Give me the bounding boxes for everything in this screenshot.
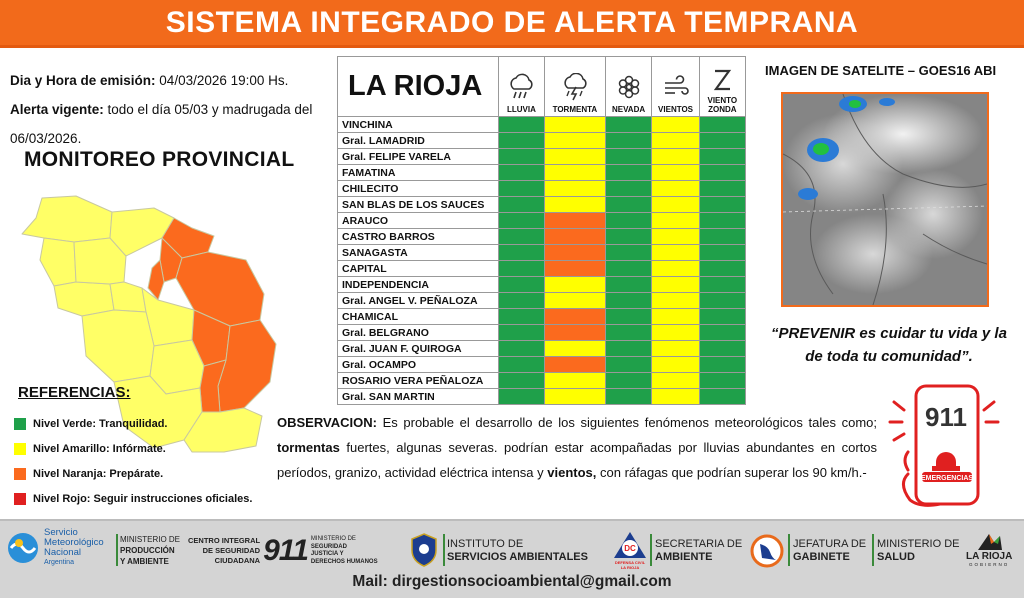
alert-cell-nevada (605, 277, 652, 293)
table-row (338, 165, 746, 181)
alert-cell-nevada (605, 309, 652, 325)
table-row (338, 181, 746, 197)
alert-cell-tormenta (545, 181, 605, 197)
yellow-swatch (14, 443, 26, 455)
jefatura-logo: JEFATURA DE GABINETE (793, 538, 867, 563)
alert-cell-vientos (652, 117, 699, 133)
alert-valid-label: Alerta vigente: (10, 102, 104, 117)
alert-cell-viento-zonda (699, 389, 745, 405)
alert-cell-viento-zonda (699, 181, 745, 197)
alert-cell-viento-zonda (699, 261, 745, 277)
alert-cell-nevada (605, 149, 652, 165)
alert-cell-nevada (605, 213, 652, 229)
col-nevada: NEVADA (605, 57, 652, 117)
alert-cell-viento-zonda (699, 117, 745, 133)
references (14, 384, 269, 511)
alert-cell-vientos (652, 293, 699, 309)
alert-cell-lluvia (498, 309, 544, 325)
defensa-civil-icon (612, 530, 648, 560)
alert-cell-viento-zonda (699, 277, 745, 293)
contact-email: Mail: dirgestionsocioambiental@gmail.com (352, 573, 672, 590)
salud-logo: MINISTERIO DE SALUD (877, 538, 960, 563)
secretaria-logo: SECRETARIA DE AMBIENTE (655, 538, 743, 563)
table-row (338, 261, 746, 277)
alert-cell-viento-zonda (699, 197, 745, 213)
col-tormenta: TORMENTA (545, 57, 605, 117)
col-vientos: VIENTOS (652, 57, 699, 117)
svg-text:EMERGENCIAS: EMERGENCIAS (920, 475, 974, 482)
department-name: CAPITAL (338, 261, 499, 277)
alert-cell-viento-zonda (699, 229, 745, 245)
col-lluvia: LLUVIA (498, 57, 544, 117)
observation-label: OBSERVACION: (277, 415, 377, 430)
table-row (338, 229, 746, 245)
alert-cell-lluvia (498, 325, 544, 341)
alert-cell-vientos (652, 325, 699, 341)
monitoreo-title: MONITOREO PROVINCIAL (24, 148, 295, 171)
alert-cell-nevada (605, 117, 652, 133)
alert-cell-tormenta (545, 245, 605, 261)
alert-cell-nevada (605, 245, 652, 261)
smn-icon (6, 531, 40, 565)
map-dept-felipe-varela (54, 282, 114, 316)
alert-cell-viento-zonda (699, 149, 745, 165)
alert-cell-lluvia (498, 373, 544, 389)
alert-cell-lluvia (498, 293, 544, 309)
department-name: Gral. SAN MARTIN (338, 389, 499, 405)
alert-cell-viento-zonda (699, 245, 745, 261)
police-shield-icon (410, 532, 438, 568)
department-name: Gral. ANGEL V. PEÑALOZA (338, 293, 499, 309)
department-name: SAN BLAS DE LOS SAUCES (338, 197, 499, 213)
defensa-civil-logo: DC DEFENSA CIVIL LA RIOJA (612, 530, 648, 570)
emergency-911-icon (886, 382, 1002, 510)
department-name: SANAGASTA (338, 245, 499, 261)
references-title: REFERENCIAS: (18, 384, 131, 401)
department-name: VINCHINA (338, 117, 499, 133)
alert-cell-lluvia (498, 277, 544, 293)
alert-cell-lluvia (498, 117, 544, 133)
alert-cell-lluvia (498, 245, 544, 261)
reference-orange: Nivel Naranja: Prepárate. (14, 461, 269, 486)
prevention-quote: “PREVENIR es cuidar tu vida y la de toda tu comunidad”. (771, 325, 1007, 365)
alert-cell-vientos (652, 213, 699, 229)
alert-cell-viento-zonda (699, 165, 745, 181)
table-row (338, 309, 746, 325)
department-name: Gral. BELGRANO (338, 325, 499, 341)
alert-cell-vientos (652, 165, 699, 181)
alert-cell-lluvia (498, 181, 544, 197)
alert-cell-tormenta (545, 229, 605, 245)
map-dept-chilecito (110, 282, 146, 312)
alert-cell-tormenta (545, 133, 605, 149)
table-row (338, 373, 746, 389)
observation-text: OBSERVACION: Es probable el desarrollo de los siguientes fenómenos meteorológicos tales como; tormentas fuertes, algunas severas. podrían estar acompañadas por lluvias abundantes en cortos períodos, granizo, actividad eléctrica intensa y vientos, con ráfagas que podrían superar los 90 km/h.- (277, 415, 877, 480)
alert-cell-tormenta (545, 325, 605, 341)
table-row (338, 341, 746, 357)
table-row (338, 245, 746, 261)
storm-cloud-icon (560, 73, 590, 101)
satellite-picture (783, 94, 987, 305)
table-row (338, 277, 746, 293)
alert-cell-tormenta (545, 389, 605, 405)
alert-cell-nevada (605, 293, 652, 309)
department-name: INDEPENDENCIA (338, 277, 499, 293)
alert-cell-viento-zonda (699, 309, 745, 325)
alert-cell-viento-zonda (699, 133, 745, 149)
alert-cell-nevada (605, 341, 652, 357)
alert-cell-viento-zonda (699, 373, 745, 389)
alert-cell-nevada (605, 373, 652, 389)
alert-cell-tormenta (545, 197, 605, 213)
table-title: LA RIOJA (338, 57, 499, 117)
department-rows (338, 117, 746, 405)
la-rioja-icon (974, 530, 1004, 552)
alert-cell-viento-zonda (699, 357, 745, 373)
rain-cloud-icon (506, 73, 536, 101)
alert-cell-lluvia (498, 197, 544, 213)
alert-cell-tormenta (545, 277, 605, 293)
alert-cell-tormenta (545, 293, 605, 309)
alert-cell-vientos (652, 245, 699, 261)
table-row (338, 389, 746, 405)
alert-cell-lluvia (498, 165, 544, 181)
alert-valid-value: todo el día 05/03 y madrugada del 06/03/2026. (10, 102, 313, 146)
emission-value: 04/03/2026 19:00 Hs. (155, 73, 289, 88)
department-name: Gral. JUAN F. QUIROGA (338, 341, 499, 357)
reference-red: Nivel Rojo: Seguir instrucciones oficiales. (14, 486, 269, 511)
alert-cell-vientos (652, 181, 699, 197)
orange-swatch (14, 468, 26, 480)
table-row (338, 213, 746, 229)
satellite-image (781, 92, 989, 307)
alert-cell-vientos (652, 373, 699, 389)
alert-cell-lluvia (498, 261, 544, 277)
map-dept-vinchina (22, 196, 112, 242)
alert-cell-nevada (605, 133, 652, 149)
snowflake-icon (615, 73, 643, 101)
alert-cell-tormenta (545, 341, 605, 357)
gobierno-logo: LA RIOJA GOBIERNO (966, 530, 1012, 567)
alert-cell-vientos (652, 341, 699, 357)
alert-cell-nevada (605, 389, 652, 405)
alert-cell-lluvia (498, 357, 544, 373)
table-row (338, 133, 746, 149)
page-title: SISTEMA INTEGRADO DE ALERTA TEMPRANA (165, 5, 859, 39)
alert-cell-nevada (605, 325, 652, 341)
alert-cell-nevada (605, 165, 652, 181)
table-row (338, 117, 746, 133)
department-name: CHILECITO (338, 181, 499, 197)
alert-cell-nevada (605, 357, 652, 373)
col-zonda: VIENTO ZONDA (699, 57, 745, 117)
alert-cell-viento-zonda (699, 341, 745, 357)
alert-cell-tormenta (545, 309, 605, 325)
reference-yellow: Nivel Amarillo: Infórmate. (14, 436, 269, 461)
alert-cell-vientos (652, 389, 699, 405)
jefatura-seal-icon (750, 534, 784, 568)
alert-cell-vientos (652, 197, 699, 213)
alert-cell-tormenta (545, 213, 605, 229)
centro-911-logo: CENTRO INTEGRAL DE SEGURIDAD CIUDADANA 911 MINISTERIO DE SEGURIDAD JUSTICIA Y DERECHOS HUMANOS (188, 534, 378, 567)
alert-cell-tormenta (545, 373, 605, 389)
alert-cell-lluvia (498, 149, 544, 165)
alert-cell-tormenta (545, 117, 605, 133)
alert-cell-tormenta (545, 165, 605, 181)
map-dept-lamadrid (40, 238, 76, 286)
alert-cell-vientos (652, 133, 699, 149)
table-row (338, 197, 746, 213)
alert-table (337, 56, 746, 405)
footer-logos (0, 528, 1024, 576)
svg-text:DC: DC (624, 544, 636, 553)
alert-cell-vientos (652, 277, 699, 293)
alert-cell-nevada (605, 261, 652, 277)
instituto-logo: INSTITUTO DE SERVICIOS AMBIENTALES (447, 538, 588, 563)
alert-cell-lluvia (498, 389, 544, 405)
zonda-icon (709, 68, 735, 92)
department-name: Gral. FELIPE VARELA (338, 149, 499, 165)
alert-cell-tormenta (545, 261, 605, 277)
green-swatch (14, 418, 26, 430)
alert-cell-lluvia (498, 229, 544, 245)
alert-cell-vientos (652, 261, 699, 277)
alert-cell-nevada (605, 197, 652, 213)
alert-cell-vientos (652, 229, 699, 245)
title-banner (0, 0, 1024, 48)
alert-cell-vientos (652, 149, 699, 165)
table-row (338, 325, 746, 341)
alert-cell-nevada (605, 229, 652, 245)
reference-green: Nivel Verde: Tranquilidad. (14, 411, 269, 436)
alert-cell-viento-zonda (699, 293, 745, 309)
alert-cell-lluvia (498, 341, 544, 357)
department-name: ARAUCO (338, 213, 499, 229)
satellite-title: IMAGEN DE SATELITE – GOES16 ABI (765, 63, 997, 78)
alert-cell-lluvia (498, 213, 544, 229)
table-row (338, 293, 746, 309)
footer (0, 519, 1024, 598)
produccion-logo: MINISTERIO DE PRODUCCIÓN Y AMBIENTE (120, 535, 181, 566)
alert-cell-tormenta (545, 357, 605, 373)
department-name: FAMATINA (338, 165, 499, 181)
alert-cell-nevada (605, 181, 652, 197)
department-name: CHAMICAL (338, 309, 499, 325)
alert-cell-lluvia (498, 133, 544, 149)
department-name: ROSARIO VERA PEÑALOZA (338, 373, 499, 389)
emission-info (10, 66, 332, 153)
svg-text:911: 911 (925, 402, 967, 432)
emission-label: Dia y Hora de emisión: (10, 73, 156, 88)
alert-cell-vientos (652, 309, 699, 325)
department-name: Gral. LAMADRID (338, 133, 499, 149)
map-dept-penaloza (82, 310, 154, 382)
alert-cell-tormenta (545, 149, 605, 165)
smn-logo: Servicio Meteorológico Nacional Argentina (6, 528, 104, 568)
red-swatch (14, 493, 26, 505)
alert-cell-viento-zonda (699, 213, 745, 229)
department-name: CASTRO BARROS (338, 229, 499, 245)
alert-cell-vientos (652, 357, 699, 373)
department-name: Gral. OCAMPO (338, 357, 499, 373)
alert-cell-viento-zonda (699, 325, 745, 341)
wind-icon (662, 73, 690, 101)
table-row (338, 149, 746, 165)
table-row (338, 357, 746, 373)
